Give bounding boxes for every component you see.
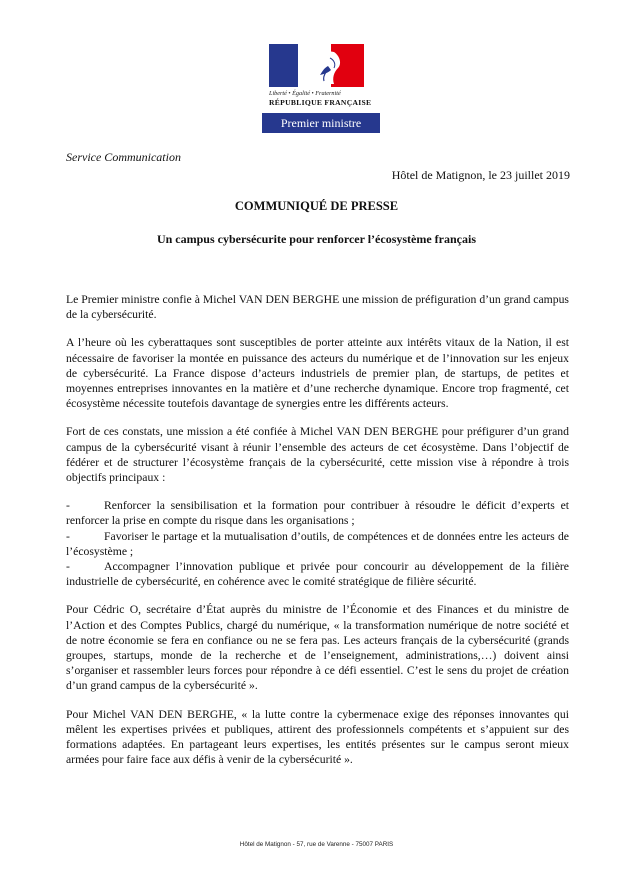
objectives-list <box>66 498 569 589</box>
republic-name: RÉPUBLIQUE FRANÇAISE <box>269 98 372 107</box>
footer-address: Hôtel de Matignon - 57, rue de Varenne - 75007 PARIS <box>239 841 394 848</box>
republic-motto: Liberté • Égalité • Fraternité <box>269 90 341 97</box>
document-subtitle: Un campus cybersécurite pour renforcer l’écosystème français <box>156 232 477 246</box>
list-item <box>66 529 569 559</box>
paragraph: Fort de ces constats, une mission a été confiée à Michel VAN DEN BERGHE pour préfigurer d’un grand campus de la cybersécurité visant à réunir l’ensemble des acteurs de cet écosystème. Dans l’objectif de fédérer et de structurer l’écosystème français de la cybersécurité, cette mission vise à répondre à trois objectifs principaux : <box>66 425 569 485</box>
office-badge: Premier ministre <box>262 113 380 133</box>
list-item-text: Renforcer la sensibilisation et la formation pour contribuer à résoudre le déficit d’experts et renforcer la prise en compte du risque dans les organisations ; <box>66 499 569 528</box>
list-item <box>66 559 569 589</box>
list-item-text: Favoriser le partage et la mutualisation d’outils, de compétences et de données entre les acteurs de l’écosystème ; <box>66 529 569 558</box>
list-dash: - <box>66 499 70 513</box>
government-logo <box>269 44 381 107</box>
paragraph: Pour Cédric O, secrétaire d’État auprès du ministre de l’Économie et des Finances et du ministre de l’Action et des Comptes Publics, chargé du numérique, « la transformation numérique de notre société et de notre économie se fera en confiance ou ne se fera pas. Les acteurs français de la cybersécurité (grands groupes, startups, monde de la recherche et de l’enseignement, administrations,…) doivent ainsi s’organiser et rassembler leurs forces pour répondre à ce défi essentiel. C’est le sens du projet de création d’un grand campus de la cybersécurité ». <box>66 603 569 693</box>
list-dash: - <box>66 529 70 543</box>
list-dash: - <box>66 560 70 574</box>
marianne-flag-icon <box>269 44 364 87</box>
list-item <box>66 498 569 528</box>
paragraph: Le Premier ministre confie à Michel VAN DEN BERGHE une mission de préfiguration d’un grand campus de la cybersécurité. <box>66 293 569 322</box>
marianne-profile-icon <box>312 48 346 84</box>
service-label: Service Communication <box>66 150 181 164</box>
document-title: COMMUNIQUÉ DE PRESSE <box>234 199 399 213</box>
document-body <box>66 292 569 780</box>
paragraph: Pour Michel VAN DEN BERGHE, « la lutte contre la cybermenace exige des réponses innovantes qui mêlent les expertises privées et publiques, attirent des professionnels compétents et s’appuient sur des formations adaptées. En partageant leurs expertises, les entités présentes sur le campus seront mieux armées pour faire face aux défis à venir de la cybersécurité ». <box>66 707 569 767</box>
list-item-text: Accompagner l’innovation publique et privée pour concourir au développement de la filière industrielle de cybersécurité, en cohérence avec le comité stratégique de filière sécurité. <box>66 560 569 589</box>
dateline: Hôtel de Matignon, le 23 juillet 2019 <box>391 168 570 182</box>
paragraph: A l’heure où les cyberattaques sont susceptibles de porter atteinte aux intérêts vitaux de la Nation, il est nécessaire de favoriser la montée en puissance des acteurs du numérique et de l’innovation sur les enjeux de cybersécurité. La France dispose d’acteurs industriels de premier plan, de startups, de petites et moyennes entreprises innovantes en la matière et d’une recherche dynamique. Encore trop fragmenté, cet écosystème nécessite toutefois davantage de synergies entre les différents acteurs. <box>66 336 569 411</box>
